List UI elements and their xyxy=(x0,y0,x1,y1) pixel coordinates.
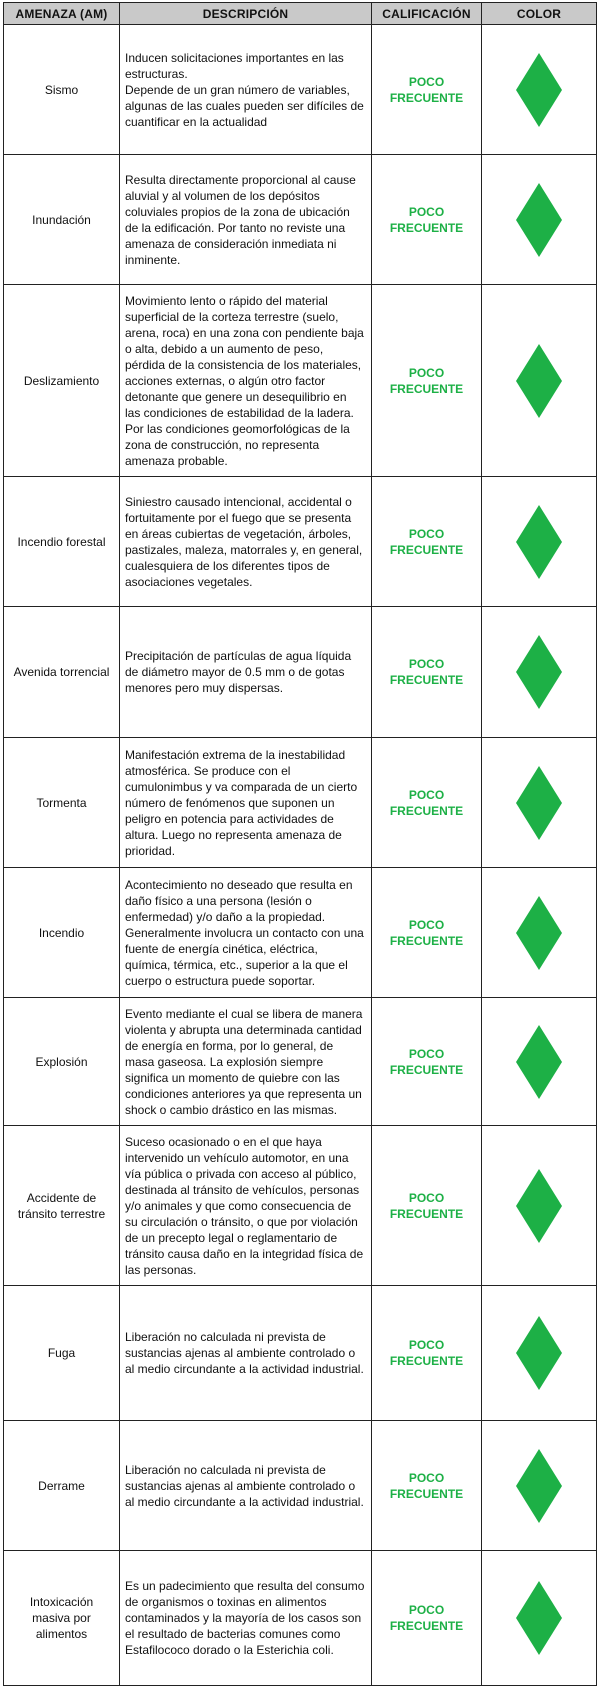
threat-name-cell: Intoxicación masiva por alimentos xyxy=(4,1551,120,1686)
threat-name-cell: Incendio forestal xyxy=(4,477,120,607)
rating-cell xyxy=(372,998,482,1126)
color-cell xyxy=(482,1421,597,1551)
table-row xyxy=(4,1551,597,1686)
header-row xyxy=(4,3,597,25)
threat-name-cell: Sismo xyxy=(4,25,120,155)
description-paragraph: Acontecimiento no deseado que resulta en daño físico a una persona (lesión o enfermedad) y/o daño a la propiedad. Generalmente involucra un contacto con una fuente de energía cinética, eléctrica, química, térmica, etc., superior a la que el cuerpo o estructura puede soportar. xyxy=(125,877,364,988)
rating-text: FRECUENTE xyxy=(389,1354,464,1368)
table-row xyxy=(4,1126,597,1286)
rating-cell xyxy=(372,868,482,998)
description-cell xyxy=(120,477,372,607)
green-diamond-icon xyxy=(515,343,563,419)
rating-text: POCO xyxy=(408,1603,445,1617)
description-cell xyxy=(120,1286,372,1421)
description-paragraph: Movimiento lento o rápido del material superficial de la corteza terrestre (suelo, arena, roca) en una zona con pendiente baja o alta, debido a un aumento de peso, pérdida de la consistencia de los materiales, acciones externas, o algún otro factor detonante que genere un desequilibrio en las condiciones de estabilidad de la ladera. xyxy=(125,293,364,420)
rating-text: FRECUENTE xyxy=(389,1206,464,1221)
description-cell xyxy=(120,998,372,1126)
description-cell xyxy=(120,1126,372,1286)
table-row xyxy=(4,607,597,738)
rating-text: FRECUENTE xyxy=(389,1062,464,1077)
table-row xyxy=(4,868,597,998)
rating-cell xyxy=(372,738,482,868)
rating-text: POCO xyxy=(408,365,445,380)
description-cell xyxy=(120,738,372,868)
description-cell xyxy=(120,285,372,477)
table-row xyxy=(4,285,597,477)
threat-name-cell: Incendio xyxy=(4,868,120,998)
rating-cell xyxy=(372,1551,482,1686)
table-body xyxy=(4,25,597,1686)
table-row xyxy=(4,477,597,607)
rating-text: FRECUENTE xyxy=(389,1619,464,1633)
rating-cell xyxy=(372,155,482,285)
green-diamond-icon xyxy=(515,895,563,971)
green-diamond-icon xyxy=(515,765,563,841)
header-color: COLOR xyxy=(482,3,597,25)
threat-name-cell: Fuga xyxy=(4,1286,120,1421)
threat-name-cell: Derrame xyxy=(4,1421,120,1551)
rating-text: FRECUENTE xyxy=(389,933,464,948)
description-paragraph: Por las condiciones geomorfológicas de la zona de construcción, no representa amenaza probable. xyxy=(125,421,350,468)
description-paragraph: Inducen solicitaciones importantes en las estructuras. xyxy=(125,50,344,81)
color-cell xyxy=(482,1126,597,1286)
green-diamond-icon xyxy=(515,1315,563,1391)
header-description: DESCRIPCIÓN xyxy=(120,3,372,25)
description-cell xyxy=(120,1421,372,1551)
table-row xyxy=(4,1421,597,1551)
description-paragraph: Siniestro causado intencional, accidental o fortuitamente por el fuego que se presenta en áreas cubiertas de vegetación, árboles, pastizales, maleza, matorrales y, en general, cualesquiera de los diferentes tipos de asociaciones vegetales. xyxy=(125,494,363,589)
green-diamond-icon xyxy=(515,52,563,128)
description-cell xyxy=(120,155,372,285)
rating-cell xyxy=(372,285,482,477)
rating-cell xyxy=(372,607,482,738)
description-paragraph: Es un padecimiento que resulta del consumo de organismos o toxinas en alimentos contaminados y la mayoría de los casos son el resultado de bacterias comunes como Estafilococo dorado o la Esterichia coli. xyxy=(125,1579,365,1657)
color-cell xyxy=(482,477,597,607)
description-cell xyxy=(120,868,372,998)
header-rating: CALIFICACIÓN xyxy=(372,3,482,25)
color-cell xyxy=(482,868,597,998)
rating-text: POCO xyxy=(408,917,445,932)
threat-table xyxy=(3,2,597,1686)
rating-text: POCO xyxy=(408,1046,445,1061)
rating-text: FRECUENTE xyxy=(389,673,464,687)
rating-text: POCO xyxy=(408,787,445,802)
description-paragraph: Manifestación extrema de la inestabilidad atmosférica. Se produce con el cumulonimbus y va comparada de un cierto número de fenómenos que suponen un peligro en potencia para actividades de altura. Luego no representa amenaza de prioridad. xyxy=(125,747,358,858)
rating-text: POCO xyxy=(408,1338,445,1352)
description-paragraph: Suceso ocasionado o en el que haya intervenido un vehículo automotor, en una vía pública o privada con acceso al público, destinada al tránsito de vehículos, personas y/o animales y que como consecuencia de su circulación o tránsito, o que por violación de un precepto legal o reglamentario de tránsito causa daño en la integridad física de las personas. xyxy=(125,1134,364,1277)
description-paragraph: Resulta directamente proporcional al cause aluvial y al volumen de los depósitos coluviales propios de la zona de ubicación de la edificación. Por tanto no reviste una amenaza de consideración inmediata ni inminente. xyxy=(125,172,356,267)
color-cell xyxy=(482,998,597,1126)
green-diamond-icon xyxy=(515,634,563,710)
rating-text: FRECUENTE xyxy=(389,220,464,235)
rating-text: POCO xyxy=(408,1470,445,1485)
rating-cell xyxy=(372,1126,482,1286)
green-diamond-icon xyxy=(515,504,563,580)
description-paragraph: Depende de un gran número de variables, algunas de las cuales pueden ser difíciles de cuantificar en la actualidad xyxy=(125,82,364,129)
rating-cell xyxy=(372,1286,482,1421)
table-header xyxy=(4,3,597,25)
green-diamond-icon xyxy=(515,1024,563,1100)
color-cell xyxy=(482,607,597,738)
description-paragraph: Liberación no calculada ni prevista de sustancias ajenas al ambiente controlado o al medio circundante a la actividad industrial. xyxy=(125,1462,364,1509)
rating-text: POCO xyxy=(408,74,445,89)
green-diamond-icon xyxy=(515,182,563,258)
threat-name-cell: Deslizamiento xyxy=(4,285,120,477)
description-paragraph: Precipitación de partículas de agua líquida de diámetro mayor de 0.5 mm o de gotas menores pero muy dispersas. xyxy=(125,649,352,695)
color-cell xyxy=(482,1286,597,1421)
rating-text: FRECUENTE xyxy=(389,1486,464,1501)
description-paragraph: Liberación no calculada ni prevista de sustancias ajenas al ambiente controlado o al medio circundante a la actividad industrial. xyxy=(125,1330,364,1376)
table-row xyxy=(4,155,597,285)
table-row xyxy=(4,998,597,1126)
rating-text: POCO xyxy=(408,526,445,541)
rating-text: FRECUENTE xyxy=(389,90,464,105)
color-cell xyxy=(482,25,597,155)
threat-table-container xyxy=(3,2,596,1686)
rating-text: POCO xyxy=(408,1190,445,1205)
table-row xyxy=(4,738,597,868)
threat-name-cell: Tormenta xyxy=(4,738,120,868)
rating-text: FRECUENTE xyxy=(389,803,464,818)
table-row xyxy=(4,25,597,155)
threat-name-cell: Accidente de tránsito terrestre xyxy=(4,1126,120,1286)
rating-cell xyxy=(372,477,482,607)
header-threat: AMENAZA (AM) xyxy=(4,3,120,25)
green-diamond-icon xyxy=(515,1580,563,1656)
description-cell xyxy=(120,1551,372,1686)
threat-name-cell: Explosión xyxy=(4,998,120,1126)
green-diamond-icon xyxy=(515,1448,563,1524)
rating-text: POCO xyxy=(408,204,445,219)
threat-name-cell: Avenida torrencial xyxy=(4,607,120,738)
table-row xyxy=(4,1286,597,1421)
color-cell xyxy=(482,285,597,477)
description-cell xyxy=(120,25,372,155)
rating-text: POCO xyxy=(408,657,445,671)
color-cell xyxy=(482,738,597,868)
rating-cell xyxy=(372,25,482,155)
description-paragraph: Evento mediante el cual se libera de manera violenta y abrupta una determinada cantidad de energía en forma, por lo general, de masa gaseosa. La explosión siempre significa un momento de quiebre con las condiciones anteriores ya que representa un shock o cambio drástico en las mismas. xyxy=(125,1006,363,1117)
color-cell xyxy=(482,1551,597,1686)
rating-text: FRECUENTE xyxy=(389,381,464,396)
description-cell xyxy=(120,607,372,738)
rating-cell xyxy=(372,1421,482,1551)
color-cell xyxy=(482,155,597,285)
threat-name-cell: Inundación xyxy=(4,155,120,285)
rating-text: FRECUENTE xyxy=(389,542,464,557)
green-diamond-icon xyxy=(515,1168,563,1244)
